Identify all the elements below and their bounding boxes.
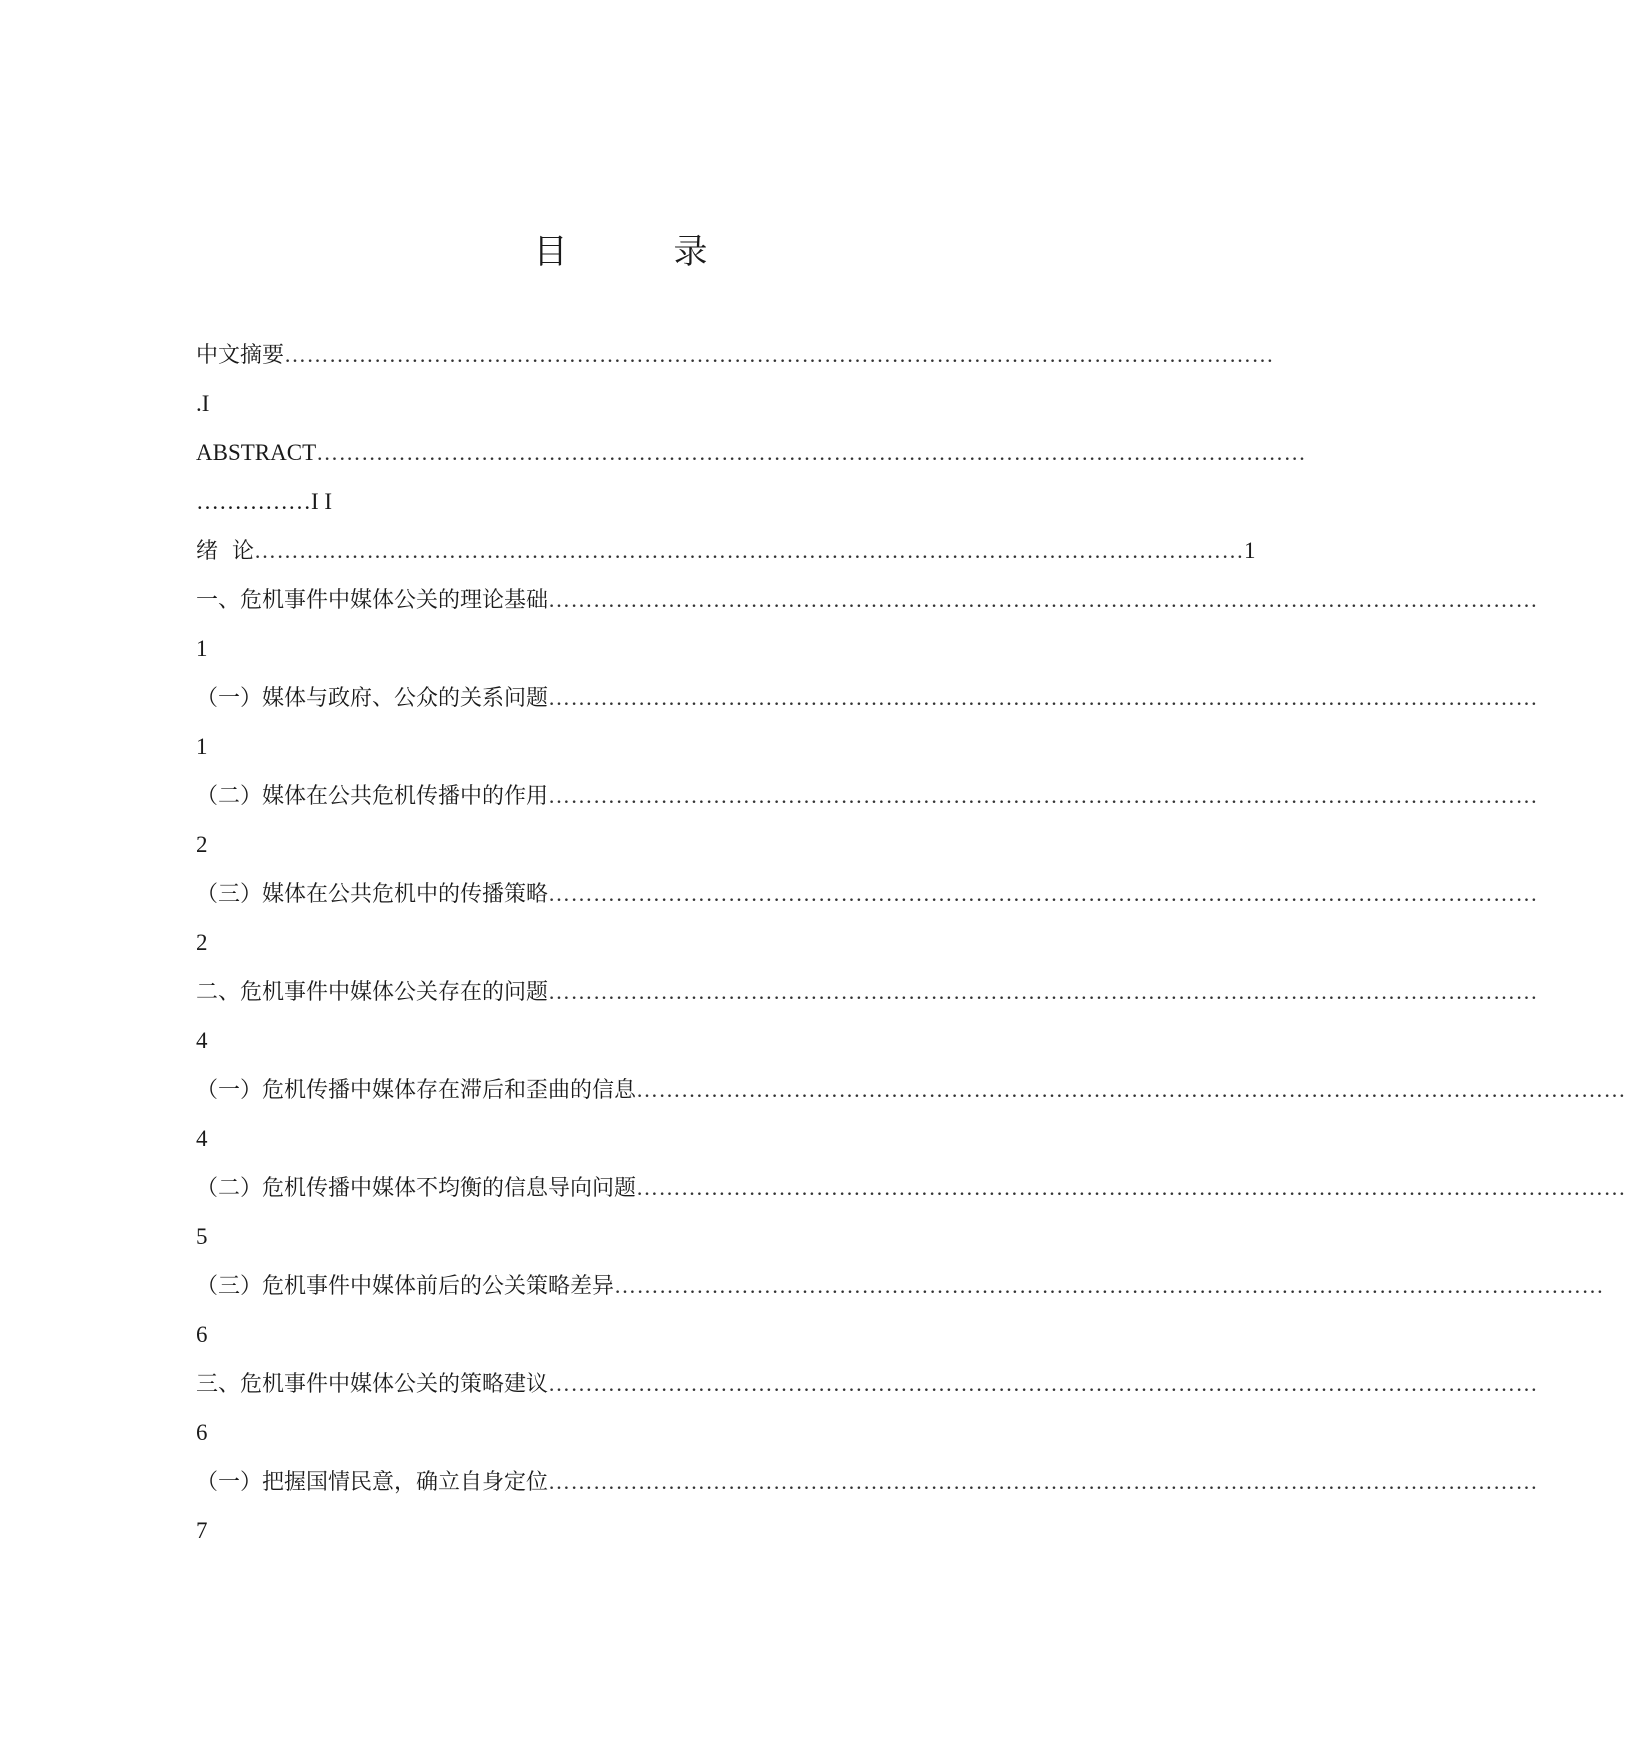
toc-entry-label: （三）媒体在公共危机中的传播策略	[196, 882, 549, 907]
table-of-contents	[196, 330, 1626, 1555]
toc-entry-section-3-1[interactable]	[196, 1457, 1539, 1506]
toc-entry-page: 5	[196, 1224, 208, 1249]
toc-entry-page-line	[196, 820, 1054, 869]
toc-entry-page: 1	[196, 636, 208, 661]
toc-entry-page: 1	[196, 734, 208, 759]
toc-entry-page: 4	[196, 1028, 208, 1053]
toc-entry-page: 2	[196, 832, 208, 857]
toc-entry-chapter-3[interactable]	[196, 1359, 1539, 1408]
toc-leader-dots: ……………………………………………………………………………………………………………………	[548, 587, 1539, 612]
page-title: 目 录	[533, 232, 744, 272]
toc-entry-label: 绪 论	[196, 539, 254, 564]
toc-entry-abstract-en[interactable]	[196, 428, 1307, 477]
toc-entry-page: 6	[196, 1322, 208, 1347]
toc-entry-section-2-1[interactable]	[196, 1065, 1626, 1114]
toc-entry-label: 中文摘要	[196, 343, 285, 368]
toc-entry-page-line	[196, 1114, 1054, 1163]
toc-entry-label: （二）危机传播中媒体不均衡的信息导向问题	[196, 1176, 637, 1201]
toc-entry-page: ……………I I	[196, 489, 333, 514]
toc-entry-label: 二、危机事件中媒体公关存在的问题	[196, 980, 549, 1005]
toc-entry-page: .I	[196, 391, 210, 416]
toc-entry-label: （一）把握国情民意，确立自身定位	[196, 1470, 549, 1495]
toc-entry-section-2-2[interactable]	[196, 1163, 1626, 1212]
toc-entry-chapter-1[interactable]	[196, 575, 1539, 624]
toc-leader-dots: ……………………………………………………………………………………………………………………	[614, 1273, 1605, 1298]
toc-entry-section-1-3[interactable]	[196, 869, 1539, 918]
toc-entry-page: 4	[196, 1126, 208, 1151]
toc-entry-page-line	[196, 379, 1054, 428]
toc-entry-section-1-1[interactable]	[196, 673, 1539, 722]
toc-leader-dots: ……………………………………………………………………………………………………………………	[636, 1175, 1626, 1200]
toc-entry-page: 7	[196, 1518, 208, 1543]
toc-entry-page: 6	[196, 1420, 208, 1445]
toc-entry-page-line	[196, 1016, 1054, 1065]
toc-entry-page-line	[196, 1310, 1054, 1359]
toc-leader-dots: ……………………………………………………………………………………………………………………	[548, 783, 1539, 808]
toc-entry-page-line	[196, 1408, 1054, 1457]
toc-entry-page-line	[196, 1506, 1054, 1555]
toc-entry-label: （一）危机传播中媒体存在滞后和歪曲的信息	[196, 1078, 637, 1103]
toc-entry-chapter-2[interactable]	[196, 967, 1539, 1016]
toc-leader-dots: ……………………………………………………………………………………………………………………	[284, 342, 1275, 367]
toc-leader-dots: ……………………………………………………………………………………………………………………	[316, 440, 1307, 465]
toc-leader-dots: ……………………………………………………………………………………………………………………	[548, 1469, 1539, 1494]
toc-entry-section-2-3[interactable]	[196, 1261, 1605, 1310]
toc-entry-label: （二）媒体在公共危机传播中的作用	[196, 784, 549, 809]
toc-entry-label: ABSTRACT	[196, 440, 317, 465]
toc-entry-abstract-cn[interactable]	[196, 330, 1275, 379]
toc-entry-introduction[interactable]	[196, 526, 1256, 575]
toc-entry-page-line	[196, 918, 1054, 967]
toc-entry-label: （一）媒体与政府、公众的关系问题	[196, 686, 549, 711]
toc-entry-page-line	[196, 624, 1054, 673]
toc-entry-label: （三）危机事件中媒体前后的公关策略差异	[196, 1274, 615, 1299]
toc-entry-page: 2	[196, 930, 208, 955]
toc-entry-page-line	[196, 477, 1054, 526]
toc-entry-page-line	[196, 1212, 1054, 1261]
toc-leader-dots: ……………………………………………………………………………………………………………………	[548, 1371, 1539, 1396]
toc-entry-page-line	[196, 722, 1054, 771]
toc-entry-label: 三、危机事件中媒体公关的策略建议	[196, 1372, 549, 1397]
toc-leader-dots: ……………………………………………………………………………………………………………………	[548, 979, 1539, 1004]
toc-entry-label: 一、危机事件中媒体公关的理论基础	[196, 588, 549, 613]
toc-entry-section-1-2[interactable]	[196, 771, 1539, 820]
toc-leader-dots: ……………………………………………………………………………………………………………………	[548, 685, 1539, 710]
toc-entry-page: 1	[1244, 538, 1256, 563]
toc-leader-dots: ……………………………………………………………………………………………………………………	[636, 1077, 1626, 1102]
toc-leader-dots: ……………………………………………………………………………………………………………………	[254, 538, 1244, 563]
toc-leader-dots: ……………………………………………………………………………………………………………………	[548, 881, 1539, 906]
